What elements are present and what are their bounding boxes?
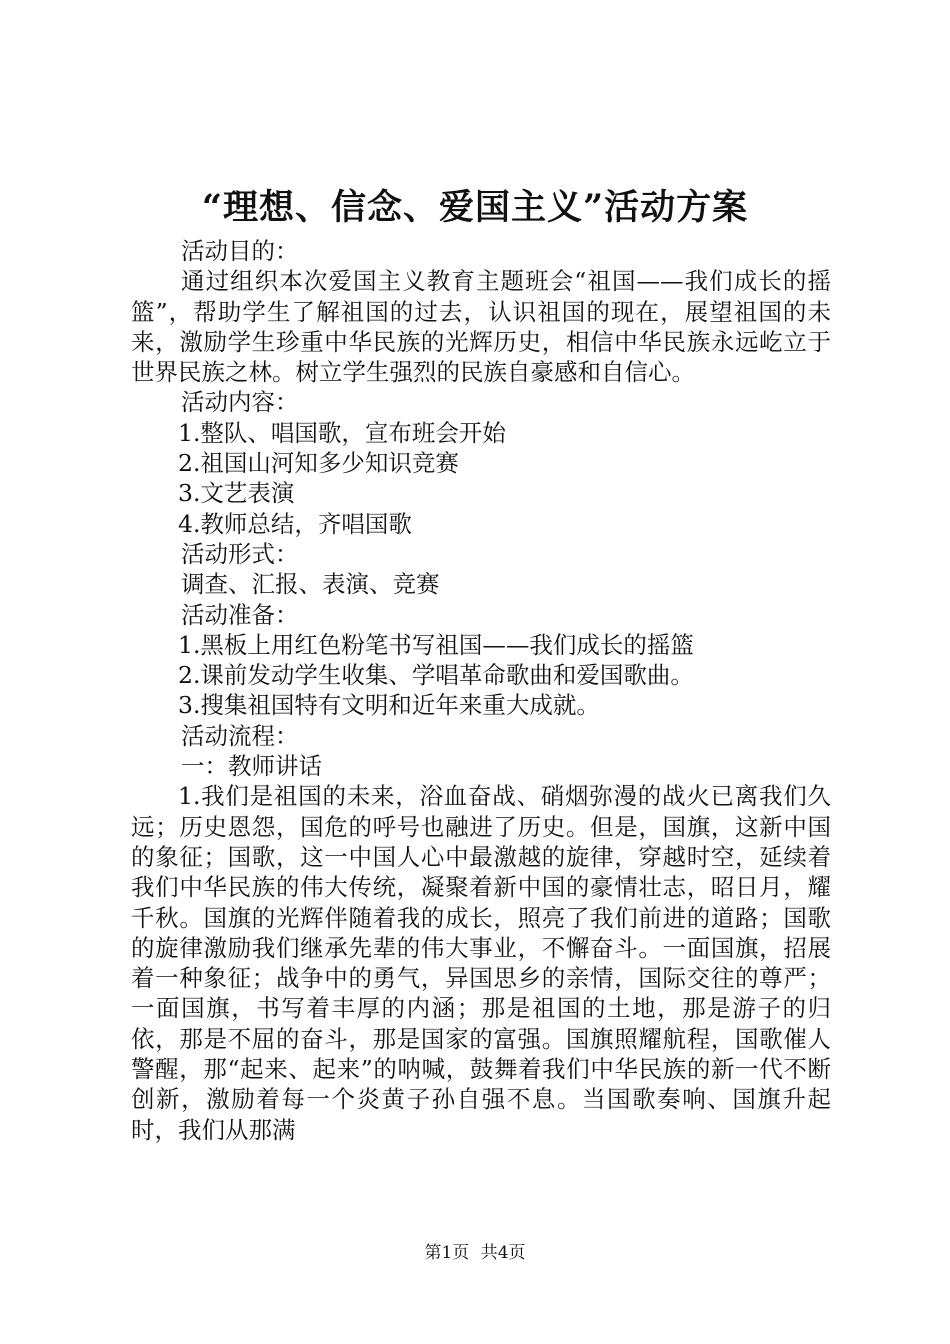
document-title: “理想、信念、爱国主义”活动方案 [201, 187, 749, 228]
list-item-content-4: 4.教师总结，齐唱国歌 [178, 509, 412, 538]
paragraph-purpose-heading: 活动目的： [181, 237, 299, 265]
list-item-content-3: 3.文艺表演 [178, 479, 295, 508]
paragraph-teacher-speech-heading: 一：教师讲话 [181, 752, 322, 781]
document-body [131, 236, 831, 1145]
paragraph-purpose-text: 通过组织本次爱国主义教育主题班会“祖国——我们成长的摇篮”，帮助学生了解祖国的过去，认识祖国的现在，展望祖国的未来，激励学生珍重中华民族的光辉历史，相信中华民族永远屹立于世界民族之林。树立学生强烈的民族自豪感和自信心。 [131, 267, 831, 387]
paragraph-form-heading: 活动形式： [181, 539, 299, 568]
paragraph-content-heading: 活动内容： [181, 388, 299, 417]
list-item-content-1: 1.整队、唱国歌，宣布班会开始 [178, 418, 506, 447]
paragraph-process-heading: 活动流程： [181, 721, 299, 750]
paragraph-form-text: 调查、汇报、表演、竞赛 [181, 570, 440, 599]
paragraph-prep-heading: 活动准备： [181, 600, 299, 629]
paragraph-teacher-speech-text: 1.我们是祖国的未来，浴血奋战、硝烟弥漫的战火已离我们久远；历史恩怨，国危的呼号也融进了历史。但是，国旗，这新中国的象征；国歌，这一中国人心中最激越的旋律，穿越时空，延续着我们中华民族的伟大传统，凝聚着新中国的豪情壮志，昭日月，耀千秋。国旗的光辉伴随着我的成长，照亮了我们前进的道路；国歌的旋律激励我们继承先辈的伟大事业，不懈奋斗。一面国旗，招展着一种象征；战争中的勇气，异国思乡的亲情，国际交往的尊严；一面国旗，书写着丰厚的内涵；那是祖国的土地，那是游子的归依，那是不屈的奋斗，那是国家的富强。国旗照耀航程，国歌催人警醒，那“起来、起来”的呐喊，鼓舞着我们中华民族的新一代不断创新，激励着每一个炎黄子孙自强不息。当国歌奏响、国旗升起时，我们从那满 [131, 782, 831, 1144]
list-item-content-2: 2.祖国山河知多少知识竞赛 [178, 449, 459, 478]
page-number-footer: 第1页 共4页 [424, 1243, 526, 1263]
list-item-prep-2: 2.课前发动学生收集、学唱革命歌曲和爱国歌曲。 [178, 661, 694, 690]
list-item-prep-1: 1.黑板上用红色粉笔书写祖国——我们成长的摇篮 [178, 630, 694, 659]
list-item-prep-3: 3.搜集祖国特有文明和近年来重大成就。 [178, 691, 600, 720]
